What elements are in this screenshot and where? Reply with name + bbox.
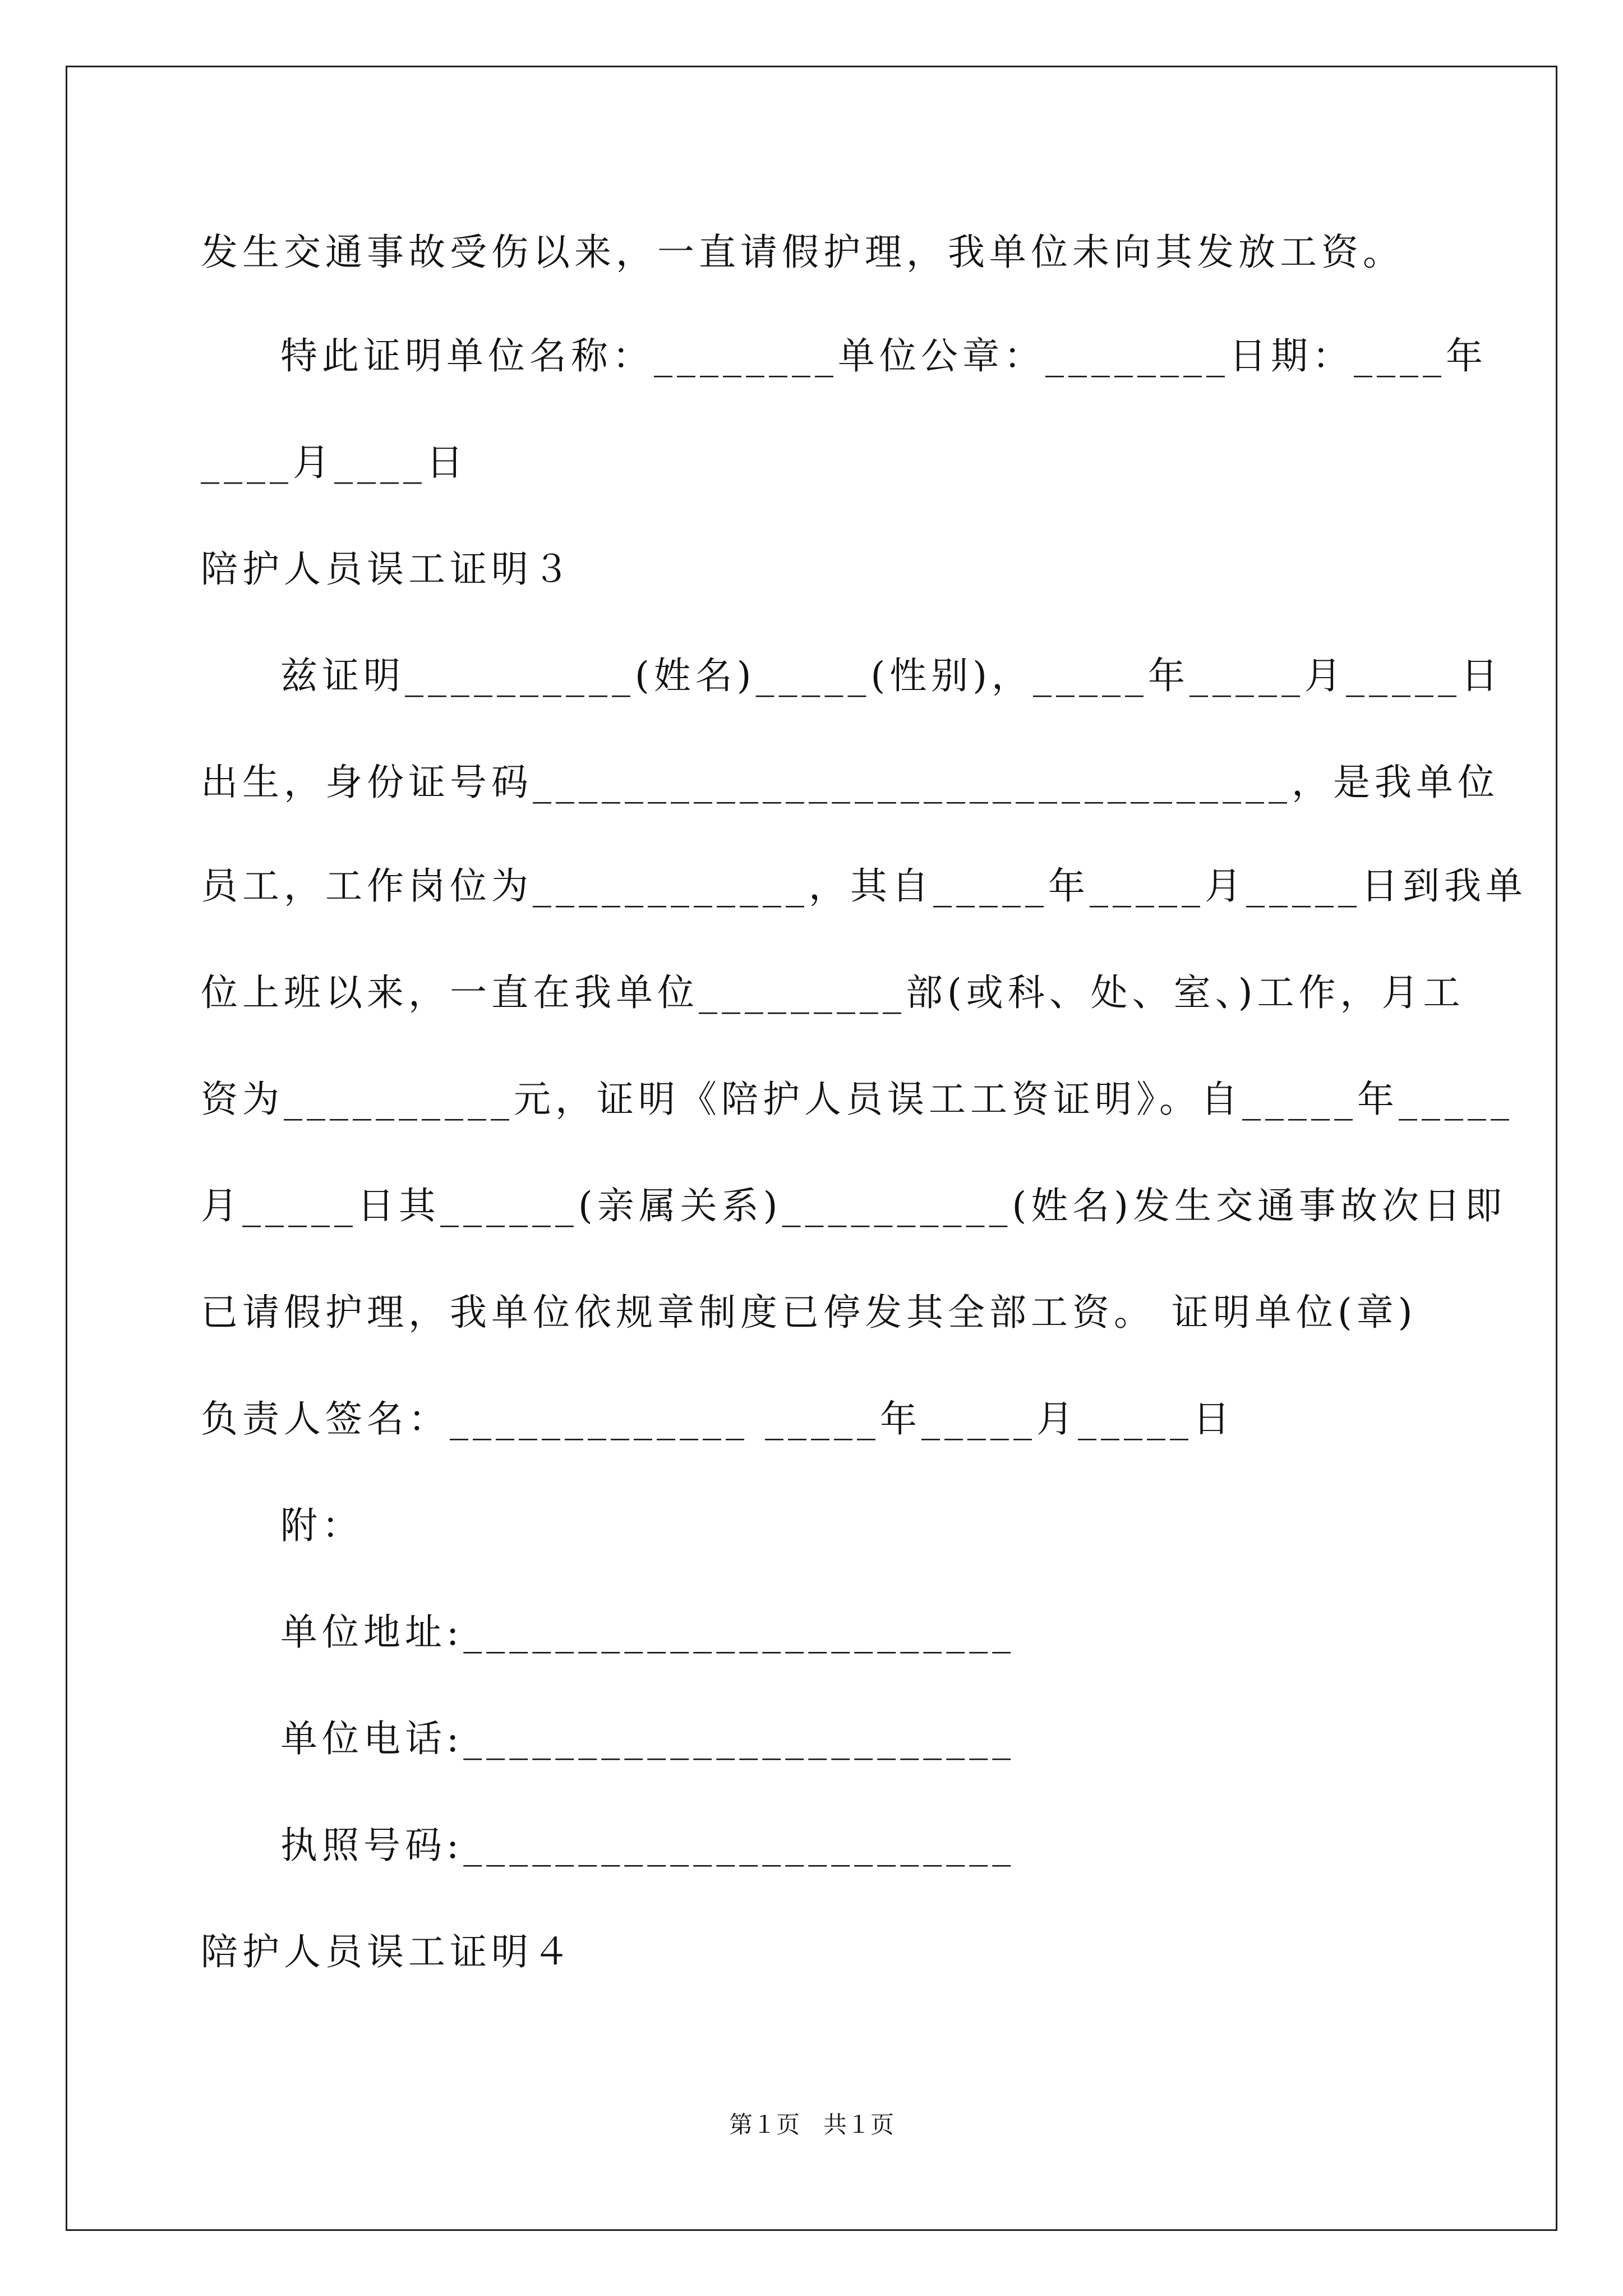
page-footer: 第１页 共１页: [728, 2111, 894, 2138]
unit-address-line: 单位地址:________________________: [280, 1611, 1016, 1654]
page-frame: [66, 66, 1557, 2231]
text-line-8: 位上班以来，一直在我单位_________部(或科、处、室、)工作，月工: [201, 971, 1465, 1014]
signature-line: 负责人签名：_____________ _____年_____月_____日: [201, 1397, 1234, 1441]
license-number-line: 执照号码:________________________: [280, 1824, 1016, 1867]
unit-phone-line: 单位电话:________________________: [280, 1717, 1016, 1760]
text-line-10: 月_____日其______(亲属关系)__________(姓名)发生交通事故次日即: [201, 1184, 1506, 1227]
text-line-11: 已请假护理，我单位依规章制度已停发其全部工资。 证明单位(章): [201, 1291, 1417, 1334]
text-line-7: 员工，工作岗位为____________，其自_____年_____月_____日到我单: [201, 864, 1527, 908]
text-line-1: 发生交通事故受伤以来，一直请假护理，我单位未向其发放工资。: [201, 231, 1404, 274]
text-line-3: ____月____日: [201, 441, 468, 484]
appendix-label: 附：: [280, 1504, 363, 1547]
text-line-5: 兹证明__________(姓名)_____(性别)，_____年_____月_____日: [280, 654, 1502, 697]
text-line-9: 资为__________元，证明《陪护人员误工工资证明》。自_____年_____: [201, 1078, 1514, 1121]
text-line-6: 出生，身份证号码_________________________________，是我单位: [201, 761, 1499, 804]
section-heading-3: 陪护人员误工证明３: [201, 547, 574, 591]
section-heading-4: 陪护人员误工证明４: [201, 1930, 574, 1973]
text-line-2: 特此证明单位名称：________单位公章：________日期：____年: [280, 334, 1487, 378]
